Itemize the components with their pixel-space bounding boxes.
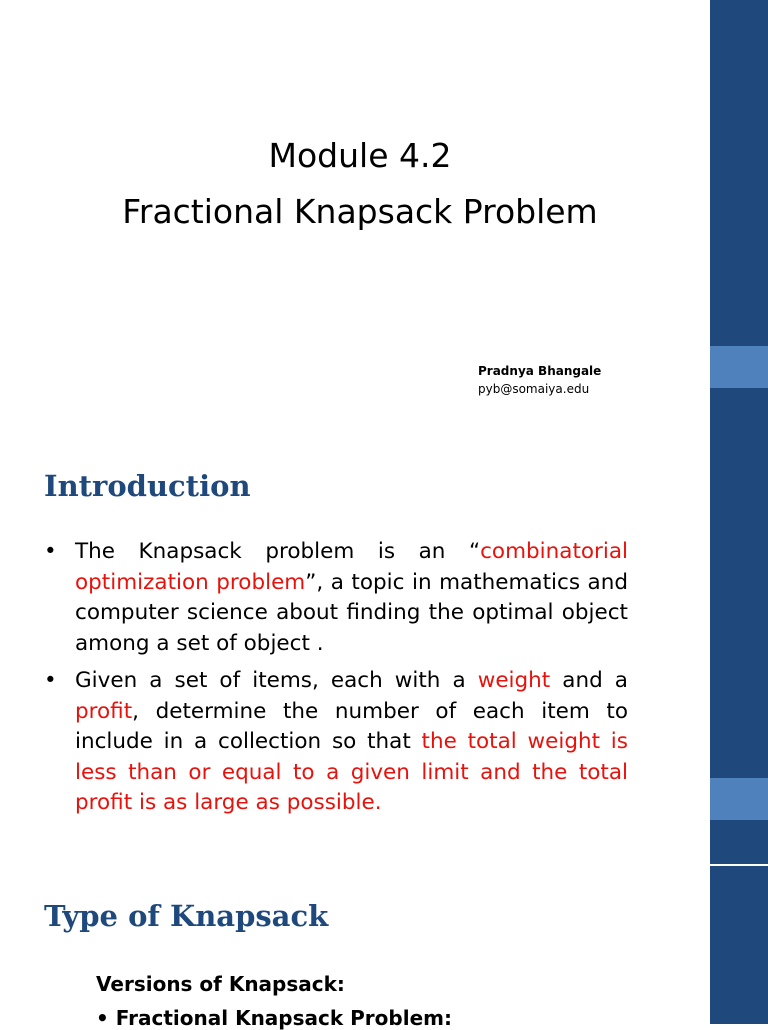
- highlight-text: profit: [75, 698, 133, 724]
- bullet-item: [44, 666, 628, 819]
- module-title: Fractional Knapsack Problem: [122, 192, 598, 231]
- bullet-icon: •: [96, 1006, 109, 1030]
- author-email: pyb@somaiya.edu: [478, 382, 590, 396]
- sidebar-stripe-dark: [710, 820, 768, 864]
- sidebar-stripe-light: [710, 778, 768, 820]
- author-name: Pradnya Bhangale: [478, 364, 602, 378]
- bullet-text: and a: [550, 668, 628, 693]
- module-number: Module 4.2: [268, 136, 452, 175]
- sidebar-stripe-dark: [710, 388, 768, 432]
- bullet-item: [44, 537, 628, 659]
- bullet-text: ”, a topic in mathematics and computer science about finding the optimal object among a set of object .: [75, 569, 629, 656]
- sidebar-stripe-dark: [710, 432, 768, 778]
- versions-item: [96, 1006, 452, 1030]
- bullet-icon: •: [44, 539, 57, 564]
- bullet-text: The Knapsack problem is an “: [75, 539, 481, 564]
- sidebar-stripe-light: [710, 346, 768, 388]
- versions-item-text: Fractional Knapsack Problem:: [115, 1006, 452, 1030]
- bullet-text: , determine the number of each item to include in a collection so that: [75, 698, 628, 754]
- sidebar-stripe-dark: [710, 866, 768, 1024]
- highlight-text: weight: [477, 668, 551, 693]
- highlight-text: combinatorial optimization problem: [75, 539, 628, 595]
- introduction-heading: Introduction: [44, 469, 251, 503]
- bullet-icon: •: [44, 668, 57, 693]
- type-of-knapsack-heading: Type of Knapsack: [44, 899, 329, 933]
- introduction-bullets: [44, 537, 628, 826]
- highlight-text: the total weight is less than or equal to a given limit and the total profit is as large as possible.: [75, 729, 628, 815]
- bullet-text: Given a set of items, each with a: [75, 668, 478, 693]
- versions-heading: Versions of Knapsack:: [96, 972, 345, 996]
- author-info: [478, 362, 601, 398]
- slide-title: [0, 128, 720, 240]
